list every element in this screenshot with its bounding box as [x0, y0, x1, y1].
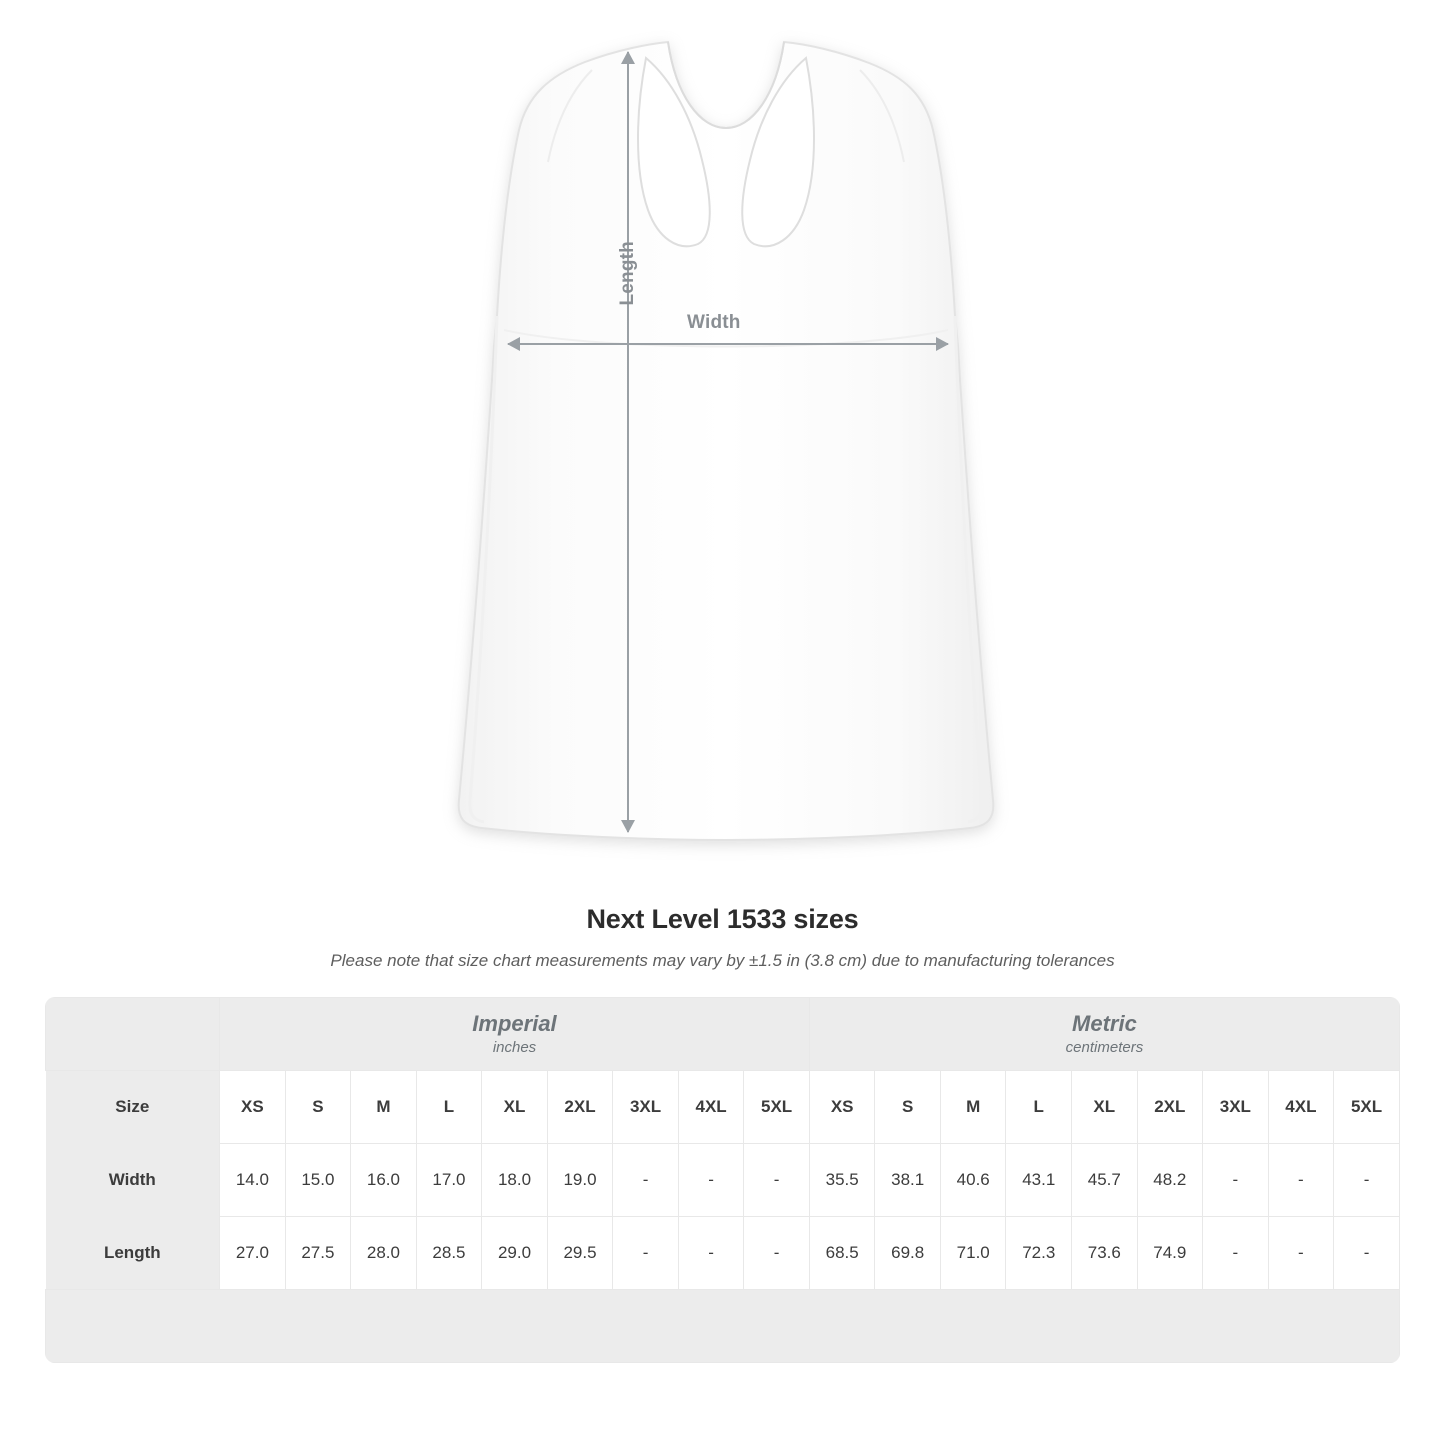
- size-header-imperial-3xl: 3XL: [613, 1071, 679, 1144]
- cell-width-metric-l: 43.1: [1006, 1144, 1072, 1217]
- cell-length-imperial-xl: 29.0: [482, 1217, 548, 1290]
- size-header-imperial-4xl: 4XL: [678, 1071, 744, 1144]
- cell-length-metric-3xl: -: [1203, 1217, 1269, 1290]
- cell-length-imperial-xs: 27.0: [220, 1217, 286, 1290]
- size-header-metric-l: L: [1006, 1071, 1072, 1144]
- row-label-length: Length: [46, 1217, 220, 1290]
- cell-width-imperial-5xl: -: [744, 1144, 810, 1217]
- cell-length-metric-xs: 68.5: [809, 1217, 875, 1290]
- table-row: [46, 1217, 1400, 1290]
- unit-metric: [809, 998, 1399, 1071]
- cell-width-metric-xl: 45.7: [1072, 1144, 1138, 1217]
- cell-width-metric-4xl: -: [1268, 1144, 1334, 1217]
- size-header-metric-xs: XS: [809, 1071, 875, 1144]
- size-header-metric-3xl: 3XL: [1203, 1071, 1269, 1144]
- cell-length-imperial-5xl: -: [744, 1217, 810, 1290]
- cell-width-metric-m: 40.6: [940, 1144, 1006, 1217]
- cell-length-metric-4xl: -: [1268, 1217, 1334, 1290]
- cell-width-imperial-s: 15.0: [285, 1144, 351, 1217]
- cell-width-imperial-4xl: -: [678, 1144, 744, 1217]
- unit-imperial: [220, 998, 810, 1071]
- cell-width-imperial-m: 16.0: [351, 1144, 417, 1217]
- size-header-metric-m: M: [940, 1071, 1006, 1144]
- size-header-imperial-xl: XL: [482, 1071, 548, 1144]
- page-title: Next Level 1533 sizes: [586, 904, 859, 934]
- size-header-imperial-m: M: [351, 1071, 417, 1144]
- cell-length-metric-m: 71.0: [940, 1217, 1006, 1290]
- unit-imperial-sub: inches: [492, 1039, 537, 1057]
- unit-metric-sub: centimeters: [1065, 1039, 1144, 1057]
- cell-length-imperial-m: 28.0: [351, 1217, 417, 1290]
- size-header-row: [46, 1071, 1400, 1144]
- table-row: [46, 1144, 1400, 1217]
- tolerance-note: Please note that size chart measurements may vary by ±1.5 in (3.8 cm) due to manufacturing tolerances: [330, 951, 1115, 970]
- cell-width-imperial-l: 17.0: [416, 1144, 482, 1217]
- cell-width-imperial-2xl: 19.0: [547, 1144, 613, 1217]
- size-header-metric-2xl: 2XL: [1137, 1071, 1203, 1144]
- size-header-imperial-5xl: 5XL: [744, 1071, 810, 1144]
- cell-length-metric-s: 69.8: [875, 1217, 941, 1290]
- cell-width-metric-xs: 35.5: [809, 1144, 875, 1217]
- size-row-label: Size: [46, 1071, 220, 1144]
- width-dimension-label: Width: [687, 312, 741, 333]
- cell-length-imperial-4xl: -: [678, 1217, 744, 1290]
- cell-length-metric-l: 72.3: [1006, 1217, 1072, 1290]
- length-dimension-label: Length: [617, 241, 638, 306]
- cell-width-metric-3xl: -: [1203, 1144, 1269, 1217]
- unit-metric-name: Metric: [1072, 1010, 1137, 1036]
- size-table: [45, 997, 1400, 1363]
- cell-width-metric-5xl: -: [1334, 1144, 1400, 1217]
- cell-width-imperial-3xl: -: [613, 1144, 679, 1217]
- size-header-imperial-l: L: [416, 1071, 482, 1144]
- cell-length-imperial-s: 27.5: [285, 1217, 351, 1290]
- size-header-imperial-s: S: [285, 1071, 351, 1144]
- cell-length-metric-5xl: -: [1334, 1217, 1400, 1290]
- cell-width-metric-s: 38.1: [875, 1144, 941, 1217]
- table-footer-cell: [46, 1290, 1400, 1363]
- unit-header-spacer: [46, 998, 220, 1071]
- cell-width-metric-2xl: 48.2: [1137, 1144, 1203, 1217]
- title-block: [0, 904, 1445, 971]
- row-label-width: Width: [46, 1144, 220, 1217]
- cell-length-imperial-2xl: 29.5: [547, 1217, 613, 1290]
- table-footer-row: [46, 1290, 1400, 1363]
- size-header-imperial-xs: XS: [220, 1071, 286, 1144]
- size-header-imperial-2xl: 2XL: [547, 1071, 613, 1144]
- size-table-container: [45, 997, 1400, 1363]
- cell-width-imperial-xl: 18.0: [482, 1144, 548, 1217]
- size-header-metric-xl: XL: [1072, 1071, 1138, 1144]
- cell-length-imperial-l: 28.5: [416, 1217, 482, 1290]
- cell-length-imperial-3xl: -: [613, 1217, 679, 1290]
- size-header-metric-s: S: [875, 1071, 941, 1144]
- size-header-metric-4xl: 4XL: [1268, 1071, 1334, 1144]
- unit-imperial-name: Imperial: [472, 1010, 557, 1036]
- unit-header-row: [46, 998, 1400, 1071]
- tank-body-shape: [459, 42, 994, 840]
- cell-width-imperial-xs: 14.0: [220, 1144, 286, 1217]
- cell-length-metric-xl: 73.6: [1072, 1217, 1138, 1290]
- size-header-metric-5xl: 5XL: [1334, 1071, 1400, 1144]
- cell-length-metric-2xl: 74.9: [1137, 1217, 1203, 1290]
